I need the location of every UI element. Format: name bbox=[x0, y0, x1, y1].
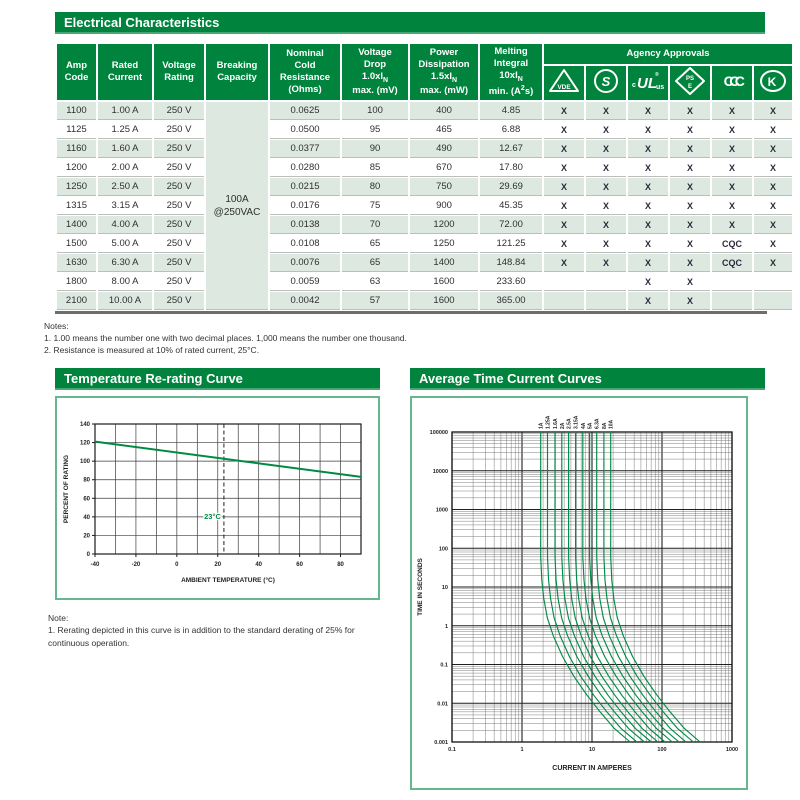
table-cell: 1200 bbox=[410, 216, 478, 233]
agency-mark-cell: X bbox=[754, 102, 792, 119]
tcc-chart-box bbox=[410, 396, 748, 790]
svg-text:0: 0 bbox=[175, 562, 179, 568]
table-cell: 250 V bbox=[154, 140, 204, 157]
svg-text:4A: 4A bbox=[580, 422, 587, 429]
svg-text:0: 0 bbox=[86, 552, 90, 558]
table-cell: 1100 bbox=[57, 102, 96, 119]
agency-mark-cell: X bbox=[628, 178, 668, 195]
svg-text:100: 100 bbox=[79, 459, 90, 466]
svg-text:40: 40 bbox=[83, 514, 90, 521]
svg-text:c: c bbox=[632, 82, 636, 90]
agency-mark-cell: X bbox=[586, 254, 626, 271]
table-cell: 1500 bbox=[57, 235, 96, 252]
note-line: 1. 1.00 means the number one with two decimal places. 1,000 means the number one thousand. bbox=[44, 332, 407, 343]
agency-mark-cell: X bbox=[670, 292, 710, 309]
table-cell: 400 bbox=[410, 102, 478, 119]
agency-mark-cell: X bbox=[754, 178, 792, 195]
rerating-note bbox=[48, 612, 378, 649]
rerating-note-title: Note: bbox=[48, 613, 69, 623]
svg-text:120: 120 bbox=[79, 440, 90, 447]
svg-text:100: 100 bbox=[438, 546, 448, 553]
svg-text:1: 1 bbox=[444, 623, 448, 630]
table-cell: 250 V bbox=[154, 121, 204, 138]
table-cell: 17.80 bbox=[480, 159, 542, 176]
svg-text:1.25A: 1.25A bbox=[545, 415, 552, 429]
table-cell: 1.60 A bbox=[98, 140, 152, 157]
table-cell: 8.00 A bbox=[98, 273, 152, 290]
table-cell: 250 V bbox=[154, 216, 204, 233]
table-cell: 1600 bbox=[410, 292, 478, 309]
svg-text:140: 140 bbox=[79, 422, 90, 428]
agency-mark-cell bbox=[712, 292, 752, 309]
svg-text:60: 60 bbox=[83, 496, 90, 503]
agency-mark-cell bbox=[544, 273, 584, 290]
electrical-characteristics-table bbox=[55, 42, 794, 311]
agency-mark-cell: X bbox=[544, 197, 584, 214]
table-row bbox=[57, 159, 792, 176]
table-cell: 100 bbox=[342, 102, 408, 119]
table-cell: 4.00 A bbox=[98, 216, 152, 233]
table-cell: 0.0280 bbox=[270, 159, 340, 176]
table-cell: 3.15 A bbox=[98, 197, 152, 214]
svg-text:8A: 8A bbox=[601, 422, 608, 429]
svg-text:PS: PS bbox=[685, 76, 695, 83]
agency-mark-cell: X bbox=[712, 178, 752, 195]
table-row bbox=[57, 121, 792, 138]
svg-text:K: K bbox=[767, 75, 777, 90]
table-cell: 121.25 bbox=[480, 235, 542, 252]
table-notes bbox=[44, 321, 407, 357]
table-cell: 6.30 A bbox=[98, 254, 152, 271]
svg-text:10A: 10A bbox=[608, 419, 615, 429]
agency-mark-cell: X bbox=[544, 121, 584, 138]
agency-mark-cell: X bbox=[586, 216, 626, 233]
table-cell: 1600 bbox=[410, 273, 478, 290]
agency-mark-cell: X bbox=[670, 140, 710, 157]
table-cell: 2100 bbox=[57, 292, 96, 309]
agency-mark-cell: X bbox=[586, 235, 626, 252]
table-cell: 148.84 bbox=[480, 254, 542, 271]
svg-text:2A: 2A bbox=[559, 422, 566, 429]
agency-mark-cell: X bbox=[670, 254, 710, 271]
svg-text:23°C: 23°C bbox=[204, 511, 221, 521]
table-cell: 250 V bbox=[154, 235, 204, 252]
table-header bbox=[57, 44, 792, 100]
table-cell: 365.00 bbox=[480, 292, 542, 309]
table-row bbox=[57, 235, 792, 252]
rerating-note-body: 1. Rerating depicted in this curve is in addition to the standard derating of 25% for continuous operation. bbox=[48, 625, 355, 648]
table-body bbox=[57, 102, 792, 309]
table-cell: 75 bbox=[342, 197, 408, 214]
table-cell: 250 V bbox=[154, 273, 204, 290]
table-cell: 250 V bbox=[154, 102, 204, 119]
table-cell: 1200 bbox=[57, 159, 96, 176]
table-cell: 4.85 bbox=[480, 102, 542, 119]
agency-icon-cell bbox=[712, 66, 752, 100]
table-row bbox=[57, 102, 792, 119]
rerating-chart-box bbox=[55, 396, 380, 600]
table-row bbox=[57, 197, 792, 214]
table-cell: 10.00 A bbox=[98, 292, 152, 309]
svg-text:60: 60 bbox=[296, 562, 303, 568]
agency-mark-cell: X bbox=[670, 273, 710, 290]
svg-text:2.5A: 2.5A bbox=[566, 418, 573, 429]
table-cell: 90 bbox=[342, 140, 408, 157]
agency-mark-cell: X bbox=[628, 216, 668, 233]
table-cell: 1315 bbox=[57, 197, 96, 214]
svg-text:0.1: 0.1 bbox=[440, 662, 448, 669]
agency-mark-cell: X bbox=[754, 159, 792, 176]
table-cell: 1800 bbox=[57, 273, 96, 290]
column-header: Voltage Rating bbox=[154, 44, 204, 100]
table-cell: 0.0138 bbox=[270, 216, 340, 233]
agency-mark-cell bbox=[754, 273, 792, 290]
table-row bbox=[57, 216, 792, 233]
agency-icon-cell bbox=[628, 66, 668, 100]
table-cell: 750 bbox=[410, 178, 478, 195]
agency-mark-cell: X bbox=[544, 140, 584, 157]
ccc-icon bbox=[715, 66, 749, 96]
svg-text:10000: 10000 bbox=[432, 468, 448, 475]
agency-mark-cell: X bbox=[670, 235, 710, 252]
svg-text:CCC: CCC bbox=[723, 73, 741, 90]
table-cell: 29.69 bbox=[480, 178, 542, 195]
svg-text:TIME IN SECONDS: TIME IN SECONDS bbox=[417, 558, 424, 616]
agency-mark-cell: X bbox=[628, 197, 668, 214]
table-cell: 670 bbox=[410, 159, 478, 176]
agency-icon-cell bbox=[544, 66, 584, 100]
svg-text:1000: 1000 bbox=[435, 507, 448, 514]
table-cell: 1400 bbox=[57, 216, 96, 233]
svg-text:0.01: 0.01 bbox=[437, 701, 448, 708]
agency-mark-cell: X bbox=[586, 121, 626, 138]
agency-mark-cell: X bbox=[712, 140, 752, 157]
svg-text:10: 10 bbox=[588, 747, 596, 753]
table-row bbox=[57, 273, 792, 290]
agency-icon-cell bbox=[670, 66, 710, 100]
table-cell: 250 V bbox=[154, 292, 204, 309]
table-row bbox=[57, 178, 792, 195]
svg-text:VDE: VDE bbox=[557, 84, 571, 92]
table-cell: 2.00 A bbox=[98, 159, 152, 176]
section-header-electrical-characteristics: Electrical Characteristics bbox=[55, 12, 765, 34]
agency-mark-cell: X bbox=[628, 235, 668, 252]
svg-text:UL: UL bbox=[637, 75, 657, 93]
agency-mark-cell bbox=[754, 292, 792, 309]
svg-text:100: 100 bbox=[657, 747, 667, 753]
column-header: Voltage Drop $1.0xI_N$ max. (mV) bbox=[342, 44, 408, 100]
agency-mark-cell bbox=[544, 292, 584, 309]
cul-us-icon bbox=[631, 66, 665, 96]
table-row bbox=[57, 292, 792, 309]
agency-mark-cell: X bbox=[628, 254, 668, 271]
agency-mark-cell: CQC bbox=[712, 235, 752, 252]
table-cell: 0.0076 bbox=[270, 254, 340, 271]
agency-mark-cell: X bbox=[628, 140, 668, 157]
agency-mark-cell: X bbox=[544, 178, 584, 195]
table-cell: 0.0176 bbox=[270, 197, 340, 214]
column-header: Amp Code bbox=[57, 44, 96, 100]
table-cell: 1250 bbox=[57, 178, 96, 195]
svg-text:6.3A: 6.3A bbox=[594, 418, 601, 429]
column-header: Power Dissipation $1.5xI_N$ max. (mW) bbox=[410, 44, 478, 100]
svg-text:20: 20 bbox=[83, 533, 90, 540]
table-cell: 65 bbox=[342, 235, 408, 252]
svg-text:S: S bbox=[601, 74, 611, 90]
rerating-chart bbox=[57, 398, 374, 594]
table-cell: 1630 bbox=[57, 254, 96, 271]
svg-text:1: 1 bbox=[520, 747, 524, 753]
svg-text:0.001: 0.001 bbox=[434, 740, 448, 746]
agency-mark-cell: X bbox=[670, 216, 710, 233]
table-cell: 80 bbox=[342, 178, 408, 195]
svg-text:80: 80 bbox=[83, 477, 90, 484]
table-cell: 72.00 bbox=[480, 216, 542, 233]
time-current-chart bbox=[412, 398, 742, 784]
table-cell: 250 V bbox=[154, 197, 204, 214]
svg-text:5A: 5A bbox=[587, 422, 594, 429]
agency-mark-cell: X bbox=[670, 102, 710, 119]
table-cell: 0.0500 bbox=[270, 121, 340, 138]
svg-text:40: 40 bbox=[255, 562, 263, 568]
agency-mark-cell: X bbox=[670, 121, 710, 138]
table-cell: 250 V bbox=[154, 159, 204, 176]
column-header: Breaking Capacity bbox=[206, 44, 268, 100]
table-cell: 1250 bbox=[410, 235, 478, 252]
table-cell: 900 bbox=[410, 197, 478, 214]
agency-mark-cell: X bbox=[544, 102, 584, 119]
table-cell: 1125 bbox=[57, 121, 96, 138]
table-cell: 1.25 A bbox=[98, 121, 152, 138]
agency-mark-cell: X bbox=[712, 102, 752, 119]
svg-text:AMBIENT TEMPERATURE (°C): AMBIENT TEMPERATURE (°C) bbox=[181, 577, 275, 584]
svg-text:-20: -20 bbox=[131, 562, 141, 568]
table-cell: 250 V bbox=[154, 178, 204, 195]
table-cell: 250 V bbox=[154, 254, 204, 271]
section-header-rerating-curve: Temperature Re-rating Curve bbox=[55, 368, 380, 390]
table-row bbox=[57, 140, 792, 157]
svg-text:1A: 1A bbox=[538, 422, 545, 429]
electrical-table-wrap bbox=[55, 42, 777, 314]
table-cell: 6.88 bbox=[480, 121, 542, 138]
agency-mark-cell: X bbox=[754, 216, 792, 233]
svg-text:3.15A: 3.15A bbox=[573, 415, 580, 429]
agency-mark-cell: X bbox=[670, 159, 710, 176]
table-cell: 12.67 bbox=[480, 140, 542, 157]
agency-mark-cell: X bbox=[544, 216, 584, 233]
agency-mark-cell: X bbox=[754, 235, 792, 252]
note-line: 2. Resistance is measured at 10% of rated current, 25°C. bbox=[44, 344, 260, 355]
svg-text:1000: 1000 bbox=[725, 747, 739, 753]
table-cell: 63 bbox=[342, 273, 408, 290]
agency-mark-cell: X bbox=[544, 159, 584, 176]
agency-mark-cell: X bbox=[712, 216, 752, 233]
table-cell: 57 bbox=[342, 292, 408, 309]
svg-text:-40: -40 bbox=[90, 562, 100, 568]
agency-mark-cell: X bbox=[754, 121, 792, 138]
table-cell: 1400 bbox=[410, 254, 478, 271]
agency-mark-cell: X bbox=[586, 140, 626, 157]
table-cell: 490 bbox=[410, 140, 478, 157]
agency-mark-cell: X bbox=[712, 159, 752, 176]
agency-mark-cell: X bbox=[628, 273, 668, 290]
table-cell: 233.60 bbox=[480, 273, 542, 290]
table-cell: 70 bbox=[342, 216, 408, 233]
svg-text:20: 20 bbox=[214, 562, 222, 568]
agency-mark-cell: X bbox=[712, 197, 752, 214]
agency-mark-cell bbox=[712, 273, 752, 290]
agency-mark-cell: X bbox=[628, 159, 668, 176]
kc-icon bbox=[756, 66, 790, 96]
table-cell: 0.0377 bbox=[270, 140, 340, 157]
agency-mark-cell bbox=[586, 273, 626, 290]
table-cell: 0.0215 bbox=[270, 178, 340, 195]
table-cell: 1.00 A bbox=[98, 102, 152, 119]
table-cell: 95 bbox=[342, 121, 408, 138]
column-header: Rated Current bbox=[98, 44, 152, 100]
svg-text:0.1: 0.1 bbox=[448, 747, 456, 753]
table-cell: 465 bbox=[410, 121, 478, 138]
table-cell: 0.0059 bbox=[270, 273, 340, 290]
section-header-time-current-curves: Average Time Current Curves bbox=[410, 368, 765, 390]
table-cell: 0.0108 bbox=[270, 235, 340, 252]
agency-mark-cell: X bbox=[586, 102, 626, 119]
notes-title: Notes: bbox=[44, 321, 69, 331]
svg-text:E: E bbox=[687, 84, 693, 91]
agency-mark-cell: X bbox=[628, 121, 668, 138]
agency-mark-cell: X bbox=[586, 159, 626, 176]
table-cell: 1160 bbox=[57, 140, 96, 157]
agency-mark-cell: X bbox=[586, 178, 626, 195]
table-row bbox=[57, 254, 792, 271]
agency-approvals-header: Agency Approvals bbox=[544, 44, 792, 64]
breaking-capacity-cell: 100A @250VAC bbox=[206, 102, 268, 309]
agency-mark-cell: X bbox=[586, 197, 626, 214]
agency-icon-cell bbox=[754, 66, 792, 100]
column-header: Melting Integral $10xI_N$ min. $(A^2s)$ bbox=[480, 44, 542, 100]
svg-text:100000: 100000 bbox=[429, 430, 448, 436]
table-cell: 0.0042 bbox=[270, 292, 340, 309]
agency-mark-cell: X bbox=[628, 102, 668, 119]
agency-mark-cell: X bbox=[544, 254, 584, 271]
table-cell: 2.50 A bbox=[98, 178, 152, 195]
column-header: Nominal Cold Resistance (Ohms) bbox=[270, 44, 340, 100]
table-cell: 65 bbox=[342, 254, 408, 271]
agency-mark-cell: X bbox=[754, 197, 792, 214]
table-cell: 45.35 bbox=[480, 197, 542, 214]
pse-icon bbox=[673, 66, 707, 96]
agency-mark-cell: X bbox=[544, 235, 584, 252]
agency-icon-cell bbox=[586, 66, 626, 100]
svg-text:®: ® bbox=[655, 72, 659, 79]
vde-icon bbox=[547, 66, 581, 96]
agency-mark-cell: X bbox=[670, 197, 710, 214]
svg-text:us: us bbox=[656, 84, 665, 92]
table-cell: 85 bbox=[342, 159, 408, 176]
svg-text:80: 80 bbox=[337, 562, 344, 568]
agency-mark-cell: X bbox=[670, 178, 710, 195]
svg-text:PERCENT OF RATING: PERCENT OF RATING bbox=[63, 454, 70, 524]
agency-mark-cell: X bbox=[628, 292, 668, 309]
svg-text:10: 10 bbox=[441, 585, 448, 591]
svg-text:1.6A: 1.6A bbox=[552, 418, 559, 429]
table-cell: 5.00 A bbox=[98, 235, 152, 252]
svg-text:CURRENT IN AMPERES: CURRENT IN AMPERES bbox=[552, 765, 632, 772]
agency-mark-cell: X bbox=[754, 140, 792, 157]
agency-mark-cell: X bbox=[754, 254, 792, 271]
agency-mark-cell: X bbox=[712, 121, 752, 138]
agency-mark-cell: CQC bbox=[712, 254, 752, 271]
table-cell: 0.0625 bbox=[270, 102, 340, 119]
agency-mark-cell bbox=[586, 292, 626, 309]
semko-s-icon bbox=[589, 66, 623, 96]
